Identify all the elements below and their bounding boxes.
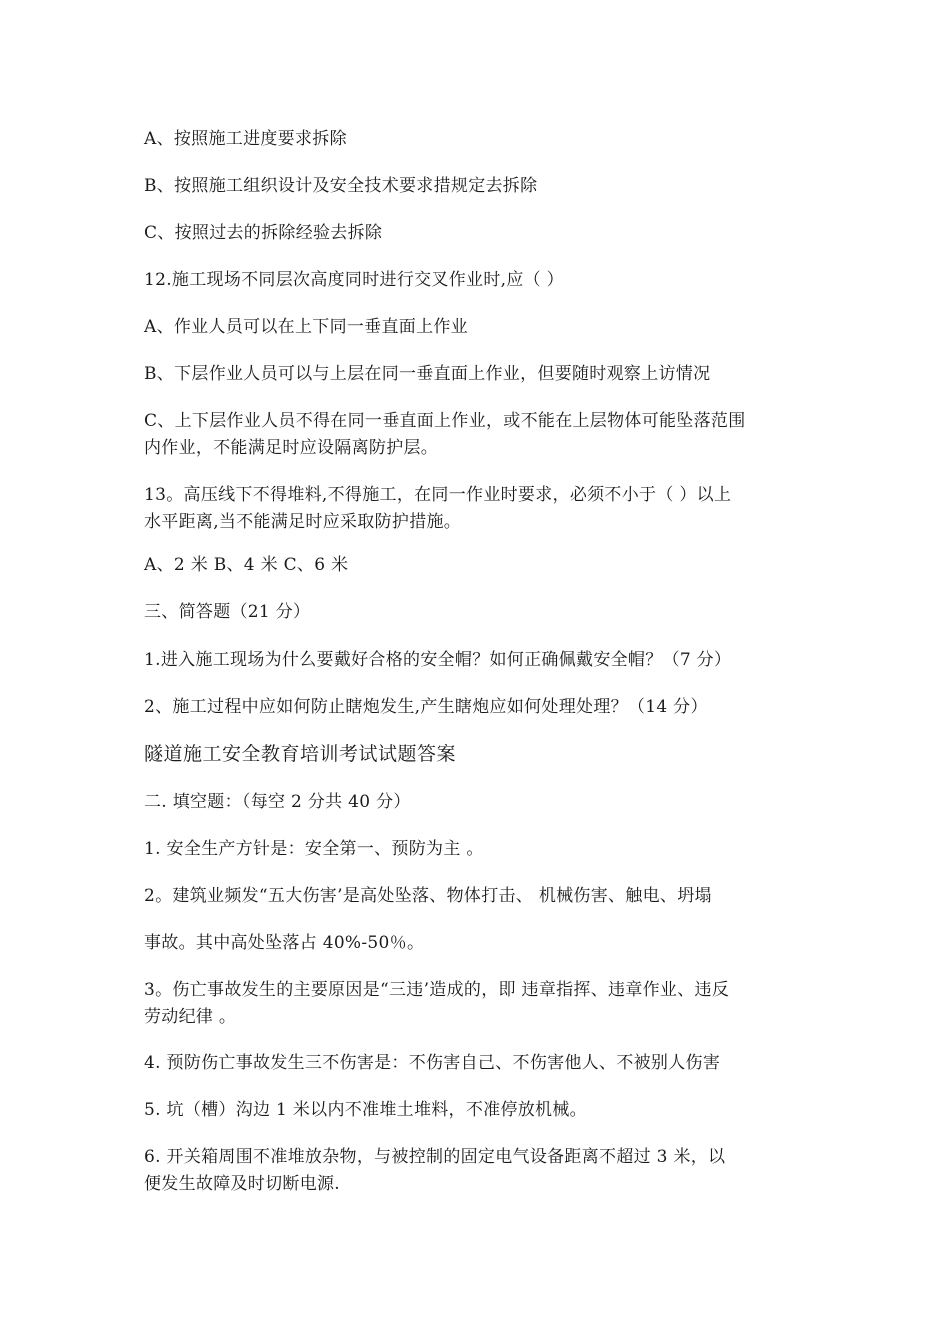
q12-option-a: A、作业人员可以在上下同一垂直面上作业 (144, 317, 468, 337)
q12-option-c-line1: C、上下层作业人员不得在同一垂直面上作业，或不能在上层物体可能坠落范围 (144, 411, 746, 431)
answer-6-line1: 6. 开关箱周围不准堆放杂物，与被控制的固定电气设备距离不超过 3 米，以 (144, 1147, 726, 1167)
answer-3-line1: 3。伤亡事故发生的主要原因是“三违’造成的，即 违章指挥、违章作业、违反 (144, 980, 730, 1000)
short-answer-1: 1.进入施工现场为什么要戴好合格的安全帽？如何正确佩戴安全帽？（7 分） (144, 650, 732, 670)
answer-2-line2: 事故。其中高处坠落占 40%-50％。 (144, 933, 425, 953)
question-13-line2: 水平距离,当不能满足时应采取防护措施。 (144, 512, 462, 532)
q11-option-c: C、按照过去的拆除经验去拆除 (144, 223, 383, 243)
q11-option-a: A、按照施工进度要求拆除 (144, 129, 347, 149)
q12-option-b: B、下层作业人员可以与上层在同一垂直面上作业，但要随时观察上访情况 (144, 364, 711, 384)
q13-options: A、2 米 B、4 米 C、6 米 (144, 555, 349, 575)
answer-key-title: 隧道施工安全教育培训考试试题答案 (144, 743, 457, 765)
answer-1: 1. 安全生产方针是：安全第一、预防为主 。 (144, 839, 484, 859)
answer-2-line1: 2。建筑业频发“五大伤害’是高处坠落、物体打击、 机械伤害、触电、坍塌 (144, 886, 712, 906)
question-13-line1: 13。高压线下不得堆料,不得施工，在同一作业时要求，必须不小于（ ）以上 (144, 485, 732, 505)
answer-4: 4. 预防伤亡事故发生三不伤害是：不伤害自己、不伤害他人、不被别人伤害 (144, 1053, 721, 1073)
question-12: 12.施工现场不同层次高度同时进行交叉作业时,应（ ） (144, 270, 564, 290)
section-short-answer-heading: 三、简答题（21 分） (144, 602, 311, 622)
short-answer-2: 2、施工过程中应如何防止瞎炮发生,产生瞎炮应如何处理处理？（14 分） (144, 697, 708, 717)
q12-option-c-line2: 内作业，不能满足时应设隔离防护层。 (144, 438, 439, 458)
q11-option-b: B、按照施工组织设计及安全技术要求措规定去拆除 (144, 176, 538, 196)
fill-blank-heading: 二. 填空题：（每空 2 分共 40 分） (144, 792, 411, 812)
answer-5: 5. 坑（槽）沟边 1 米以内不准堆土堆料，不准停放机械。 (144, 1100, 587, 1120)
answer-6-line2: 便发生故障及时切断电源. (144, 1174, 341, 1194)
answer-3-line2: 劳动纪律 。 (144, 1007, 237, 1027)
